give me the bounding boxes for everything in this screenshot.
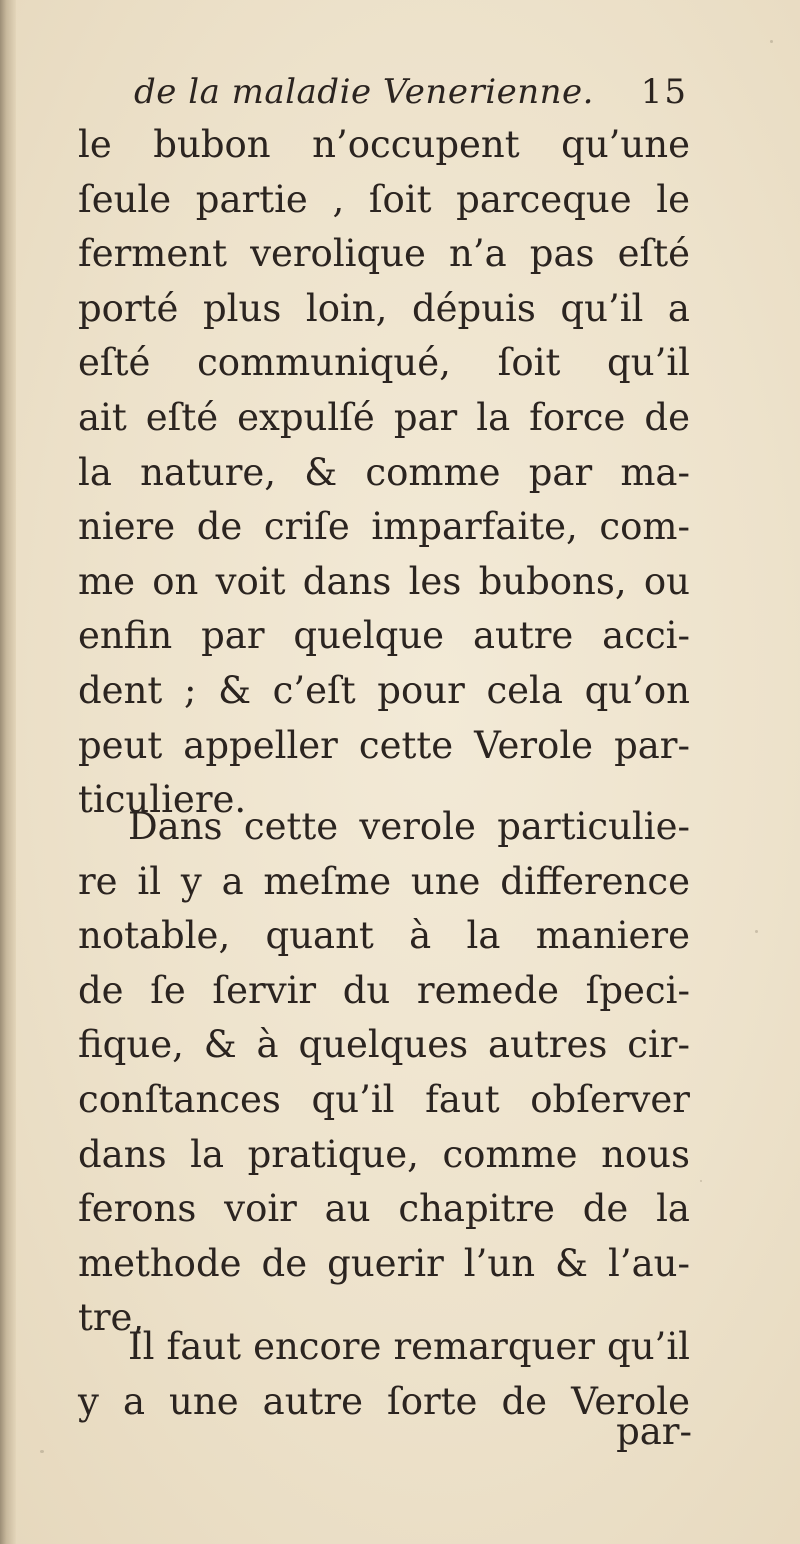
paragraph-3 xyxy=(78,1320,690,1429)
text-line: enfin par quelque autre acci- xyxy=(78,614,690,658)
page-gutter xyxy=(0,0,16,1544)
text-line: Il faut encore remarquer qu’il xyxy=(128,1325,690,1368)
text-line: methode de guerir l’un & l’au- xyxy=(78,1241,690,1285)
text-line: ferons voir au chapitre de la xyxy=(78,1187,690,1231)
catchword: par- xyxy=(616,1410,692,1453)
text-line: notable, quant à la maniere xyxy=(78,914,690,958)
text-line: me on voit dans les bubons, ou xyxy=(78,559,690,603)
text-line: niere de criſe imparfaite, com- xyxy=(78,505,690,549)
text-line: y a une autre ſorte de Verole xyxy=(78,1379,690,1423)
paper-speck xyxy=(770,40,773,43)
text-line: ferment verolique n’a pas eſté xyxy=(78,232,690,276)
paragraph-1 xyxy=(78,118,690,828)
page-number: 15 xyxy=(640,72,688,112)
text-line: la nature, & comme par ma- xyxy=(78,450,690,494)
text-line: ait eſté expulſé par la force de xyxy=(78,395,690,439)
running-header xyxy=(134,72,694,122)
text-line: de ſe ſervir du remede ſpeci- xyxy=(78,968,690,1012)
text-line: peut appeller cette Verole par- xyxy=(78,723,690,767)
text-line: ſeule partie , ſoit parceque le xyxy=(78,177,690,221)
text-line: ticuliere. xyxy=(78,778,247,822)
text-line: dans la pratique, comme nous xyxy=(78,1132,690,1176)
paper-speck xyxy=(40,1450,44,1453)
text-line: fique, & à quelques autres cir- xyxy=(78,1023,690,1067)
paper-speck xyxy=(755,930,758,933)
text-line: Dans cette verole particulie- xyxy=(128,805,690,848)
text-line: tre, xyxy=(78,1296,145,1340)
paragraph-2 xyxy=(78,800,690,1346)
text-line: dent ; & c’eſt pour cela qu’on xyxy=(78,668,690,712)
text-line: conſtances qu’il faut obſerver xyxy=(78,1077,690,1121)
text-line: porté plus loin, dépuis qu’il a xyxy=(78,286,690,330)
text-line: le bubon n’occupent qu’une xyxy=(78,123,690,166)
paper-speck xyxy=(700,1180,702,1182)
text-line: re il y a meſme une difference xyxy=(78,859,690,903)
text-line: eſté communiqué, ſoit qu’il xyxy=(78,341,690,385)
running-title: de la maladie Venerienne. xyxy=(134,72,594,112)
